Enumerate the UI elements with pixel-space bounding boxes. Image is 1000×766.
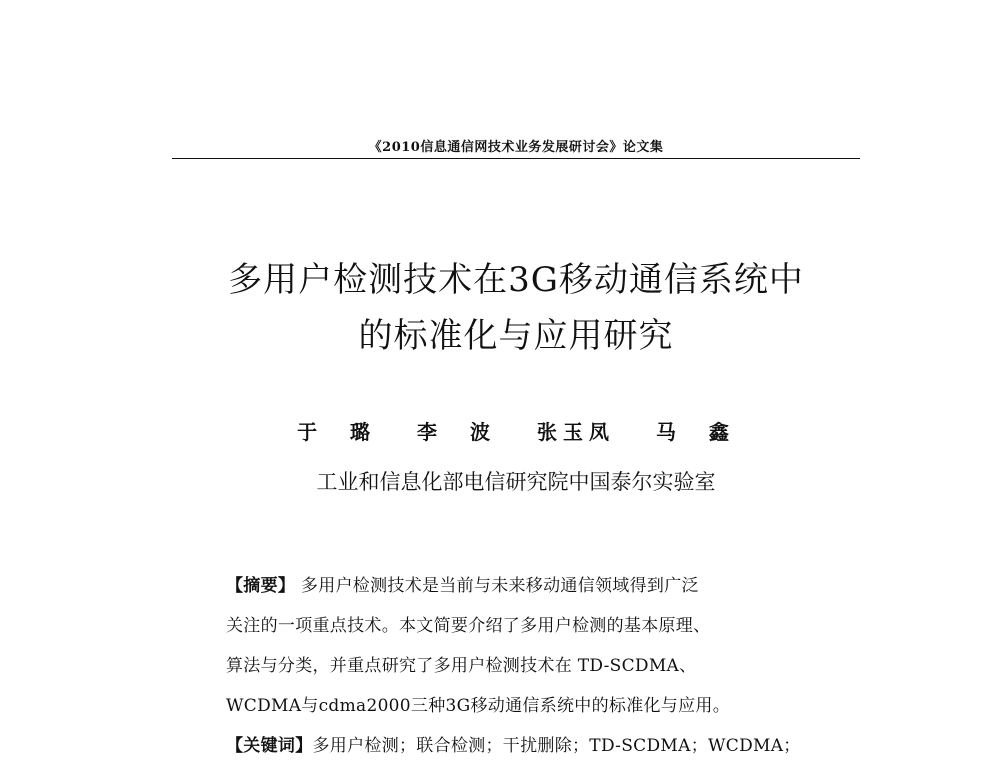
paper-title-line-1: 多用户检测技术在3G移动通信系统中 (228, 260, 804, 300)
abstract-line: 关注的一项重点技术。本文简要介绍了多用户检测的基本原理、 (226, 616, 711, 636)
abstract-line: WCDMA与cdma2000三种3G移动通信系统中的标准化与应用。 (226, 696, 731, 716)
running-header: 《2010信息通信网技术业务发展研讨会》论文集 (368, 140, 664, 155)
author-name: 张玉凤 (536, 420, 615, 444)
author-list (172, 416, 860, 445)
abstract-line (226, 566, 806, 606)
abstract-block (226, 566, 806, 766)
author-name: 李 波 (417, 420, 496, 444)
keywords-label: 【关键词】 (226, 736, 313, 756)
abstract-label: 【摘要】 (226, 576, 296, 596)
keywords-line (226, 726, 806, 766)
author-name: 马 鑫 (655, 420, 735, 444)
author-name: 于 璐 (297, 420, 377, 444)
author-affiliation: 工业和信息化部电信研究院中国泰尔实验室 (316, 470, 716, 494)
abstract-line: 算法与分类，并重点研究了多用户检测技术在 TD-SCDMA、 (226, 656, 697, 676)
abstract-text: 多用户检测技术是当前与未来移动通信领域得到广泛 (295, 576, 699, 596)
header-divider (172, 158, 860, 159)
paper-title-line-2: 的标准化与应用研究 (358, 316, 674, 356)
keywords-text: 多用户检测；联合检测；干扰删除；TD-SCDMA；WCDMA； (312, 736, 801, 756)
